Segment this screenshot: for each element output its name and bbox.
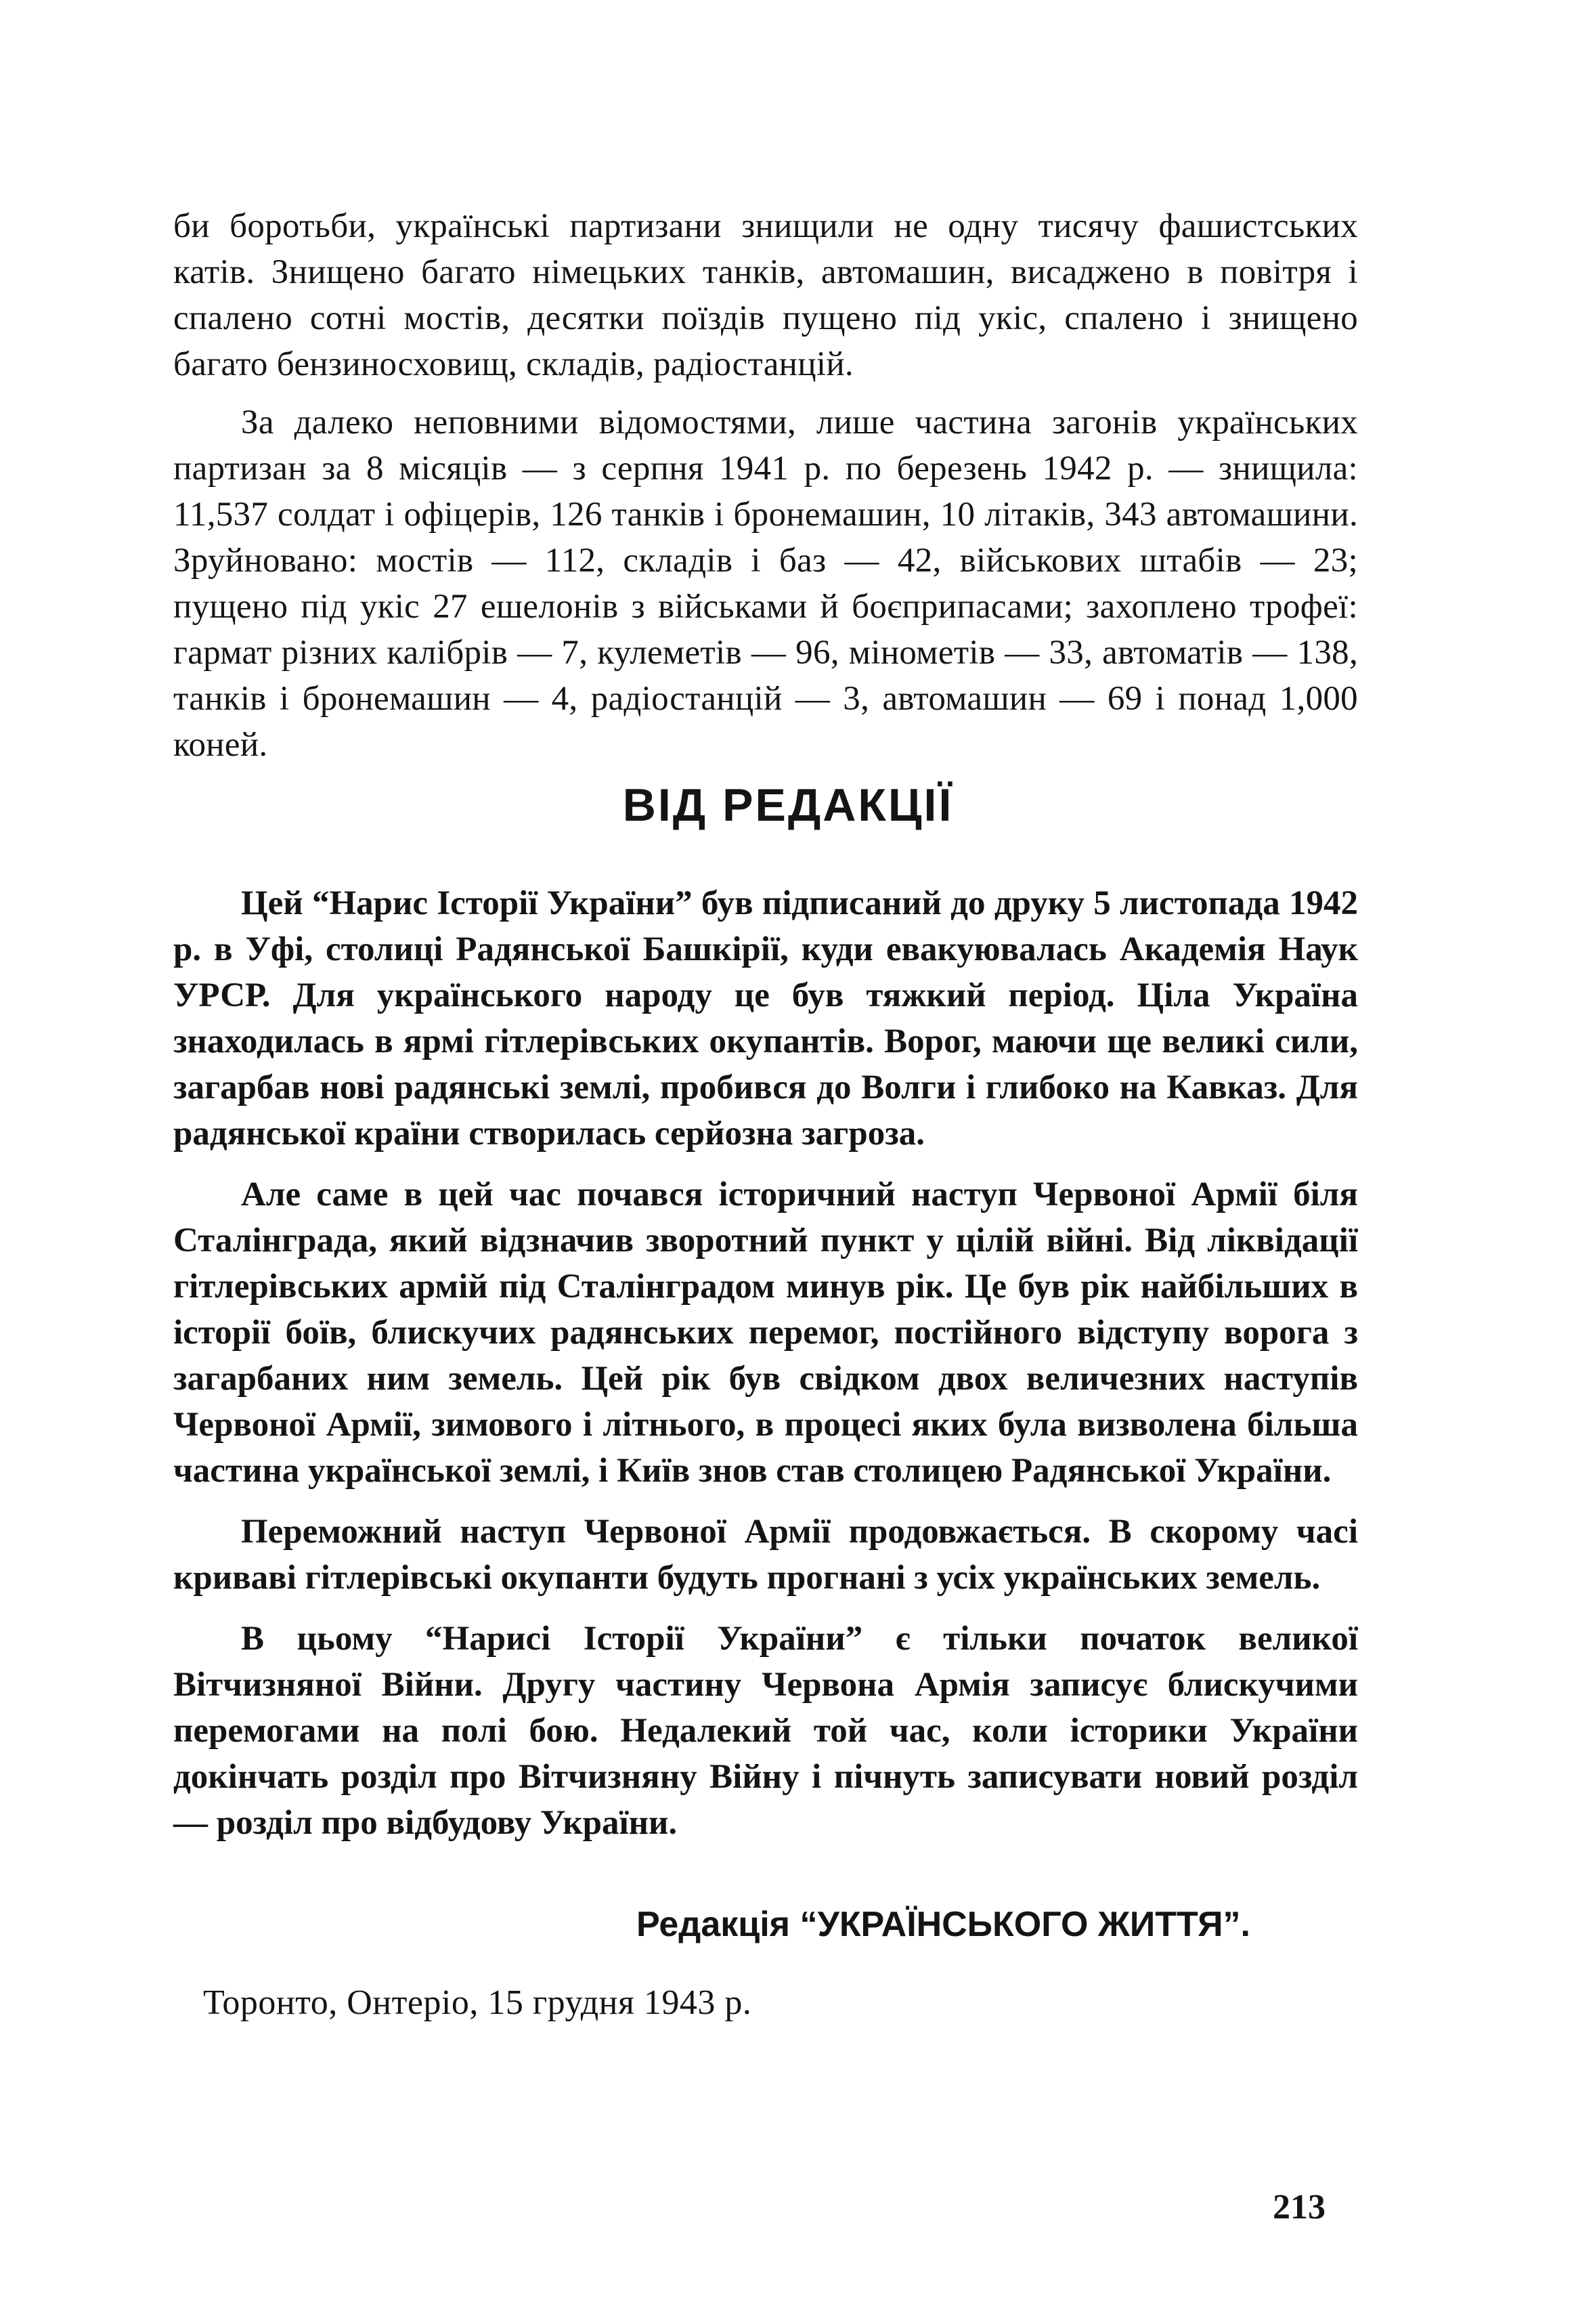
editorial-signature: Редакція “УКРАЇНСЬКОГО ЖИТТЯ”. <box>636 1905 1250 1944</box>
text-block-top <box>173 203 1358 768</box>
editorial-paragraph-1: Цей “Нарис Історії України” був підписаний до друку 5 листопада 1942 р. в Уфі, столиці Радянської Башкірії, куди евакуювалась Академія Наук УРСР. Для українського народу це був тяжкий період. Ціла Україна знаходилась в ярмі гітлерівських окупантів. Ворог, маючи ще великі сили, загарбав нові радянські землі, пробився до Волги і глибоко на Кавказ. Для радянської країни створилась серйозна загроза. <box>173 884 1358 1153</box>
page-number: 213 <box>1273 2188 1326 2226</box>
text-block-editorial <box>173 880 1358 1846</box>
editorial-paragraph-3: Переможний наступ Червоної Армії продовжається. В скорому часі криваві гітлерівські окупанти будуть прогнані з усіх українських земель. <box>173 1513 1358 1597</box>
editorial-paragraph-2: Але саме в цей час почався історичний наступ Червоної Армії біля Сталінграда, який відзначив зворотний пункт у цілій війні. Від ліквідації гітлерівських армій під Сталінградом минув рік. Це був рік найбільших в історії боїв, блискучих радянських перемог, постійного відступу ворога з загарбаних ним земель. Цей рік був свідком двох величезних наступів Червоної Армії, зимового і літнього, в процесі яких була визволена більша частина української землі, і Київ знов став столицею Радянської України. <box>173 1176 1358 1490</box>
paragraph-continuation: би боротьби, українські партизани знищили не одну тисячу фашистських катів. Знищено багато німецьких танків, автомашин, висаджено в повітря і спалено сотні мостів, десятки поїздів пущено під укіс, спалено і знищено багато бензиносховищ, складів, радіостанцій. <box>173 207 1358 383</box>
paragraph-partisan-statistics: За далеко неповними відомостями, лише частина загонів українських партизан за 8 місяців — з серпня 1941 р. по березень 1942 р. — знищила: 11,537 солдат і офіцерів, 126 танків і бронемашин, 10 літаків, 343 автомашини. Зруйновано: мостів — 112, складів і баз — 42, військових штабів — 23; пущено під укіс 27 ешелонів з військами й боєприпасами; захоплено трофеї: гармат різних калібрів — 7, кулеметів — 96, мінометів — 33, автоматів — 138, танків і бронемашин — 4, радіостанцій — 3, автомашин — 69 і понад 1,000 коней. <box>173 404 1358 764</box>
section-heading: ВІД РЕДАКЦІЇ <box>622 779 954 831</box>
place-and-date: Торонто, Онтеріо, 15 грудня 1943 р. <box>203 1983 752 2022</box>
editorial-paragraph-4: В цьому “Нарисі Історії України” є тільки початок великої Вітчизняної Війни. Другу частину Червона Армія записує блискучими перемогами на полі бою. Недалекий той час, коли історики України докінчать розділ про Вітчизняну Війну і пічнуть записувати новий розділ — розділ про відбудову України. <box>173 1620 1358 1842</box>
